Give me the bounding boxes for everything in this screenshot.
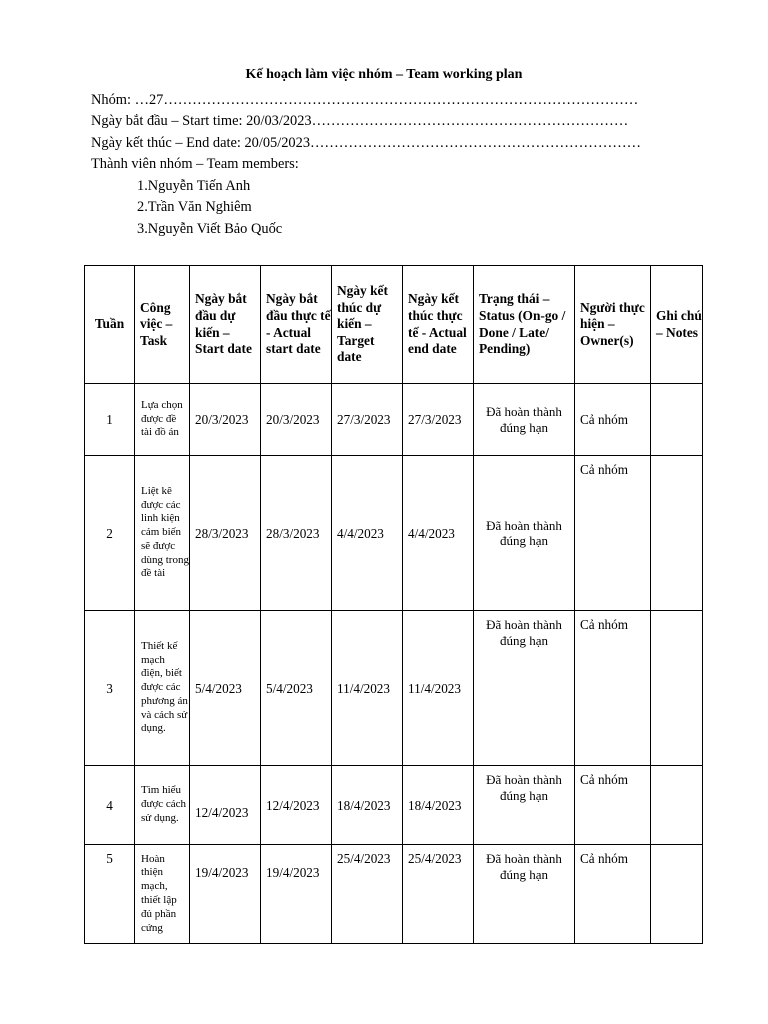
group-line: Nhóm: …27………………………………………………………………………………………	[91, 92, 639, 108]
cell-actual-start: 28/3/2023	[261, 456, 332, 611]
cell-actual-start: 19/4/2023	[261, 845, 332, 944]
members-heading: Thành viên nhóm – Team members:	[91, 156, 299, 172]
end-date-line: Ngày kết thúc – End date: 20/05/2023……………………………………………………………	[91, 135, 641, 151]
cell-owner: Cả nhóm	[575, 611, 651, 766]
cell-week: 2	[85, 456, 135, 611]
cell-week: 3	[85, 611, 135, 766]
header-week: Tuần	[85, 266, 135, 384]
cell-notes	[651, 611, 703, 766]
header-notes: Ghi chú – Notes	[651, 266, 703, 384]
cell-status: Đã hoàn thành đúng hạn	[474, 456, 575, 611]
cell-actual-end: 11/4/2023	[403, 611, 474, 766]
cell-target-date: 18/4/2023	[332, 766, 403, 845]
cell-actual-start: 5/4/2023	[261, 611, 332, 766]
table-row	[85, 845, 703, 944]
cell-status: Đã hoàn thành đúng hạn	[474, 384, 575, 456]
table-row	[85, 611, 703, 766]
cell-notes	[651, 845, 703, 944]
cell-actual-end: 4/4/2023	[403, 456, 474, 611]
cell-actual-start: 20/3/2023	[261, 384, 332, 456]
cell-target-date: 11/4/2023	[332, 611, 403, 766]
cell-status: Đã hoàn thành đúng hạn	[474, 766, 575, 845]
header-actual-end: Ngày kết thúc thực tế - Actual end date	[403, 266, 474, 384]
header-target-date: Ngày kết thúc dự kiến – Target date	[332, 266, 403, 384]
cell-planned-start: 20/3/2023	[190, 384, 261, 456]
cell-week: 4	[85, 766, 135, 845]
cell-planned-start: 5/4/2023	[190, 611, 261, 766]
working-plan-table	[84, 265, 703, 944]
cell-owner: Cả nhóm	[575, 384, 651, 456]
member-3: 3.Nguyễn Viết Bảo Quốc	[137, 221, 283, 237]
cell-status: Đã hoàn thành đúng hạn	[474, 845, 575, 944]
cell-owner: Cả nhóm	[575, 766, 651, 845]
cell-task: Lựa chọn được đề tài đồ án	[135, 384, 190, 456]
table-row	[85, 766, 703, 845]
cell-actual-end: 25/4/2023	[403, 845, 474, 944]
cell-target-date: 27/3/2023	[332, 384, 403, 456]
header-owner: Người thực hiện – Owner(s)	[575, 266, 651, 384]
start-time-line: Ngày bắt đầu – Start time: 20/03/2023…………………………………………………………	[91, 113, 629, 129]
cell-planned-start: 12/4/2023	[190, 766, 261, 845]
header-task: Công việc – Task	[135, 266, 190, 384]
cell-owner: Cả nhóm	[575, 845, 651, 944]
member-1: 1.Nguyễn Tiến Anh	[137, 178, 251, 194]
cell-actual-end: 18/4/2023	[403, 766, 474, 845]
table-row	[85, 456, 703, 611]
cell-notes	[651, 766, 703, 845]
cell-target-date: 4/4/2023	[332, 456, 403, 611]
cell-actual-start: 12/4/2023	[261, 766, 332, 845]
cell-target-date: 25/4/2023	[332, 845, 403, 944]
header-actual-start: Ngày bắt đầu thực tế - Actual start date	[261, 266, 332, 384]
cell-week: 1	[85, 384, 135, 456]
cell-planned-start: 19/4/2023	[190, 845, 261, 944]
header-planned-start: Ngày bắt đầu dự kiến – Start date	[190, 266, 261, 384]
cell-task: Hoàn thiện mạch, thiết lập đủ phần cứng	[135, 845, 190, 944]
cell-week: 5	[85, 845, 135, 944]
table-row	[85, 384, 703, 456]
cell-status: Đã hoàn thành đúng hạn	[474, 611, 575, 766]
cell-owner: Cả nhóm	[575, 456, 651, 611]
document-title: Kế hoạch làm việc nhóm – Team working plan	[245, 67, 523, 82]
cell-actual-end: 27/3/2023	[403, 384, 474, 456]
cell-notes	[651, 456, 703, 611]
cell-notes	[651, 384, 703, 456]
table-header-row	[85, 266, 703, 384]
cell-planned-start: 28/3/2023	[190, 456, 261, 611]
member-2: 2.Trần Văn Nghiêm	[137, 199, 252, 215]
cell-task: Thiết kế mạch điện, biết được các phương án và cách sử dụng.	[135, 611, 190, 766]
cell-task: Tìm hiểu được cách sử dụng.	[135, 766, 190, 845]
cell-task: Liệt kê được các linh kiện cảm biến sẽ được dùng trong đề tài	[135, 456, 190, 611]
header-status: Trạng thái – Status (On-go / Done / Late/ Pending)	[474, 266, 575, 384]
